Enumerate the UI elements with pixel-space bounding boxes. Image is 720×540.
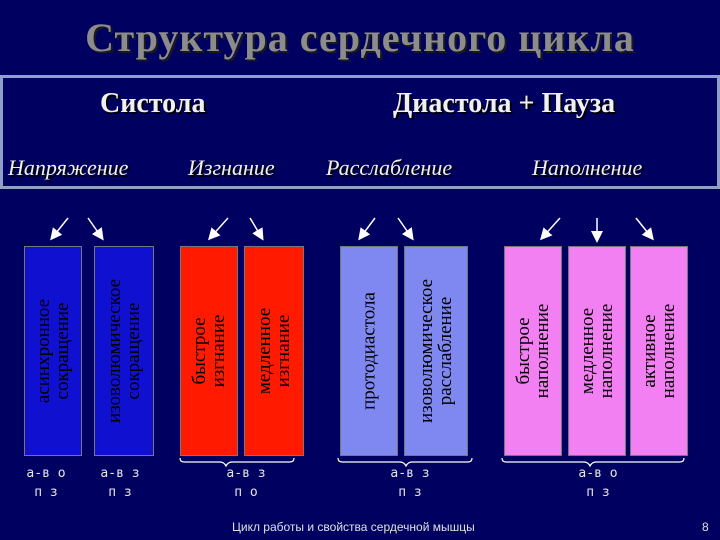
valve-label: а-в о п з [26,466,66,500]
page-number: 8 [702,520,709,534]
valve-label: а-в з п з [100,466,140,500]
phase-box-protodiastole: протодиастола [340,246,398,456]
valve-label: а-в з п о [226,466,266,500]
tension-label: Напряжение [8,155,129,180]
phase-box-asynchronous-contraction: асинхронное сокращение [24,246,82,456]
footer-text: Цикл работы и свойства сердечной мышцы [232,520,475,534]
arrow-icon [210,218,228,238]
phase-box-rapid-ejection: быстрое изгнание [180,246,238,456]
phase-box-isovolumic-contraction: изоволюмическое сокращение [94,246,154,456]
systole-header: Систола [100,88,206,119]
phase-box-active-filling: активное наполнение [630,246,688,456]
relaxation-label: Расслабление [326,155,453,180]
valve-label: а-в о п з [578,466,618,500]
arrow-icon [250,218,262,238]
slide-title: Структура сердечного цикла [85,15,635,60]
phase-box-rapid-filling: быстрое наполнение [504,246,562,456]
phase-box-slow-ejection: медленное изгнание [244,246,304,456]
diastole-pause-header: Диастола + Пауза [393,88,616,119]
arrow-icon [52,218,68,238]
arrow-icon [398,218,412,238]
arrow-icon [636,218,652,238]
ejection-label: Изгнание [188,155,275,180]
valve-label: а-в з п з [390,466,430,500]
arrow-icon [542,218,560,238]
phase-box-isovolumic-relaxation: изоволюмическое расслабление [404,246,468,456]
arrow-icon [88,218,102,238]
phase-box-slow-filling: медленное наполнение [568,246,626,456]
filling-label: Наполнение [532,155,643,180]
arrow-icon [360,218,375,238]
